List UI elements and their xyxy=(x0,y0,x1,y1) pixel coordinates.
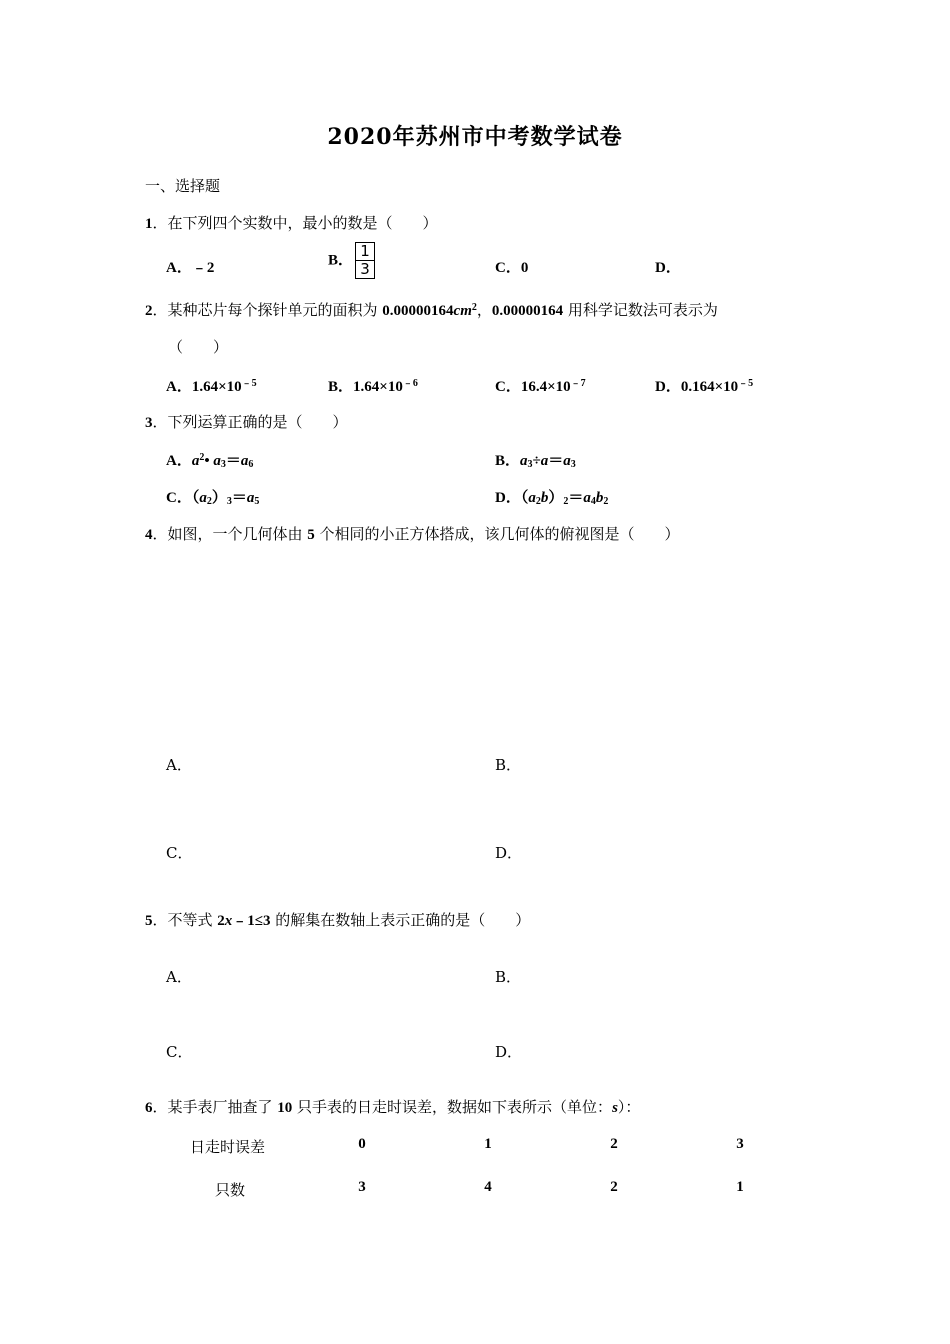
table-row-header-2: 只数 xyxy=(215,1181,246,1199)
q3-option-b: B．$a_3\div a=a_3$ xyxy=(495,453,576,470)
number-value: 0.00000164 xyxy=(491,303,564,319)
q5-option-b: B． xyxy=(495,968,522,986)
option-label: B． xyxy=(495,453,521,469)
option-base: 1.64×10 xyxy=(353,379,403,395)
question-number: 5 xyxy=(145,913,153,929)
table-cell: 0 xyxy=(358,1136,366,1152)
q3-option-c: C．$(a_2)_3=a_5$ xyxy=(166,490,260,507)
option-label: A． xyxy=(166,379,192,395)
fraction-numerator: 1 xyxy=(360,242,370,260)
option-label: C． xyxy=(495,379,521,395)
option-exponent: ﹣6 xyxy=(402,378,418,389)
table-cell: 1 xyxy=(736,1179,744,1195)
question-4-stem xyxy=(145,523,680,544)
table-cell: 2 xyxy=(610,1136,618,1152)
q2-option-d xyxy=(655,374,753,396)
option-exponent: ﹣5 xyxy=(738,378,754,389)
question-text-end: 的解集在数轴上表示正确的是（ ） xyxy=(270,911,531,929)
area-value: 0.00000164 xyxy=(382,303,454,319)
question-text-end: 个相同的小正方体搭成，该几何体的俯视图是（ ） xyxy=(314,525,680,543)
cube-count: 5 xyxy=(307,527,315,543)
unit: cm xyxy=(453,303,472,319)
question-text: ．下列运算正确的是（ ） xyxy=(152,413,348,431)
q2-paren: （ ） xyxy=(168,338,229,356)
question-text-mid: 只手表的日走时误差，数据如下表所示（单位： xyxy=(292,1098,613,1116)
option-base: 0.164×10 xyxy=(680,379,739,395)
unit: s xyxy=(612,1100,618,1116)
watch-count: 10 xyxy=(277,1100,293,1116)
option-label: A． xyxy=(166,260,192,276)
option-label: C． xyxy=(495,260,521,276)
question-number: 6 xyxy=(145,1100,153,1116)
question-6-stem xyxy=(145,1096,640,1117)
q5-option-c: C． xyxy=(166,1043,193,1061)
q1-option-a xyxy=(166,256,214,277)
option-label: B． xyxy=(328,252,354,269)
q4-option-c: C． xyxy=(166,844,193,862)
q1-option-d xyxy=(655,256,681,277)
q4-option-d: D． xyxy=(495,844,523,862)
option-label: D． xyxy=(655,260,681,276)
q4-option-a: A． xyxy=(166,756,192,774)
question-5-stem xyxy=(145,909,530,930)
q1-option-c xyxy=(495,256,528,277)
inequality: 2x﹣1≤3 xyxy=(217,913,271,929)
table-cell: 3 xyxy=(358,1179,366,1195)
fraction-denominator: 3 xyxy=(360,260,370,278)
table-cell: 1 xyxy=(484,1136,492,1152)
separator: ， xyxy=(476,301,492,319)
question-number: 1 xyxy=(145,216,153,232)
table-row-header-1: 日走时误差 xyxy=(190,1138,266,1156)
question-text-end: 用科学记数法可表示为 xyxy=(563,301,718,319)
option-value: ﹣2 xyxy=(191,260,215,276)
option-label: D． xyxy=(655,379,681,395)
q2-option-c xyxy=(495,374,586,396)
question-text: ．在下列四个实数中，最小的数是（ ） xyxy=(152,214,438,232)
question-3-stem xyxy=(145,411,348,432)
section-heading: 一、选择题 xyxy=(145,177,221,195)
question-text: ．某手表厂抽查了 xyxy=(152,1098,278,1116)
option-exponent: ﹣5 xyxy=(241,378,257,389)
question-text: ．如图，一个几何体由 xyxy=(152,525,308,543)
question-text: ．某种芯片每个探针单元的面积为 xyxy=(152,301,383,319)
table-cell: 2 xyxy=(610,1179,618,1195)
option-label: A． xyxy=(166,453,192,469)
fraction xyxy=(355,242,375,279)
question-1-stem xyxy=(145,212,438,233)
table-cell: 3 xyxy=(736,1136,744,1152)
table-cell: 4 xyxy=(484,1179,492,1195)
question-text-end: ）： xyxy=(617,1098,641,1116)
question-number: 3 xyxy=(145,415,153,431)
option-base: 1.64×10 xyxy=(191,379,242,395)
q2-option-a xyxy=(166,374,257,396)
q5-option-a: A． xyxy=(166,968,192,986)
q3-option-a: A．$a^2•$ $a_3=a_6$ xyxy=(166,452,254,470)
option-label: D． xyxy=(495,490,521,506)
option-label: C． xyxy=(166,490,192,506)
question-number: 4 xyxy=(145,527,153,543)
q2-option-b xyxy=(328,374,418,396)
q5-option-d: D． xyxy=(495,1043,523,1061)
option-label: B． xyxy=(328,379,354,395)
option-value: 0 xyxy=(520,260,529,276)
option-base: 16.4×10 xyxy=(520,379,571,395)
question-2-stem xyxy=(145,299,718,320)
q4-option-b: B． xyxy=(495,756,522,774)
page-title: 2020年苏州市中考数学试卷 xyxy=(327,124,623,150)
question-number: 2 xyxy=(145,303,153,319)
option-exponent: ﹣7 xyxy=(570,378,586,389)
question-text: ．不等式 xyxy=(152,911,218,929)
q1-option-b xyxy=(328,242,375,279)
q3-option-d: D．$(a_2b)_2=a_4b_2$ xyxy=(495,490,609,507)
unit-exponent: 2 xyxy=(471,302,477,313)
